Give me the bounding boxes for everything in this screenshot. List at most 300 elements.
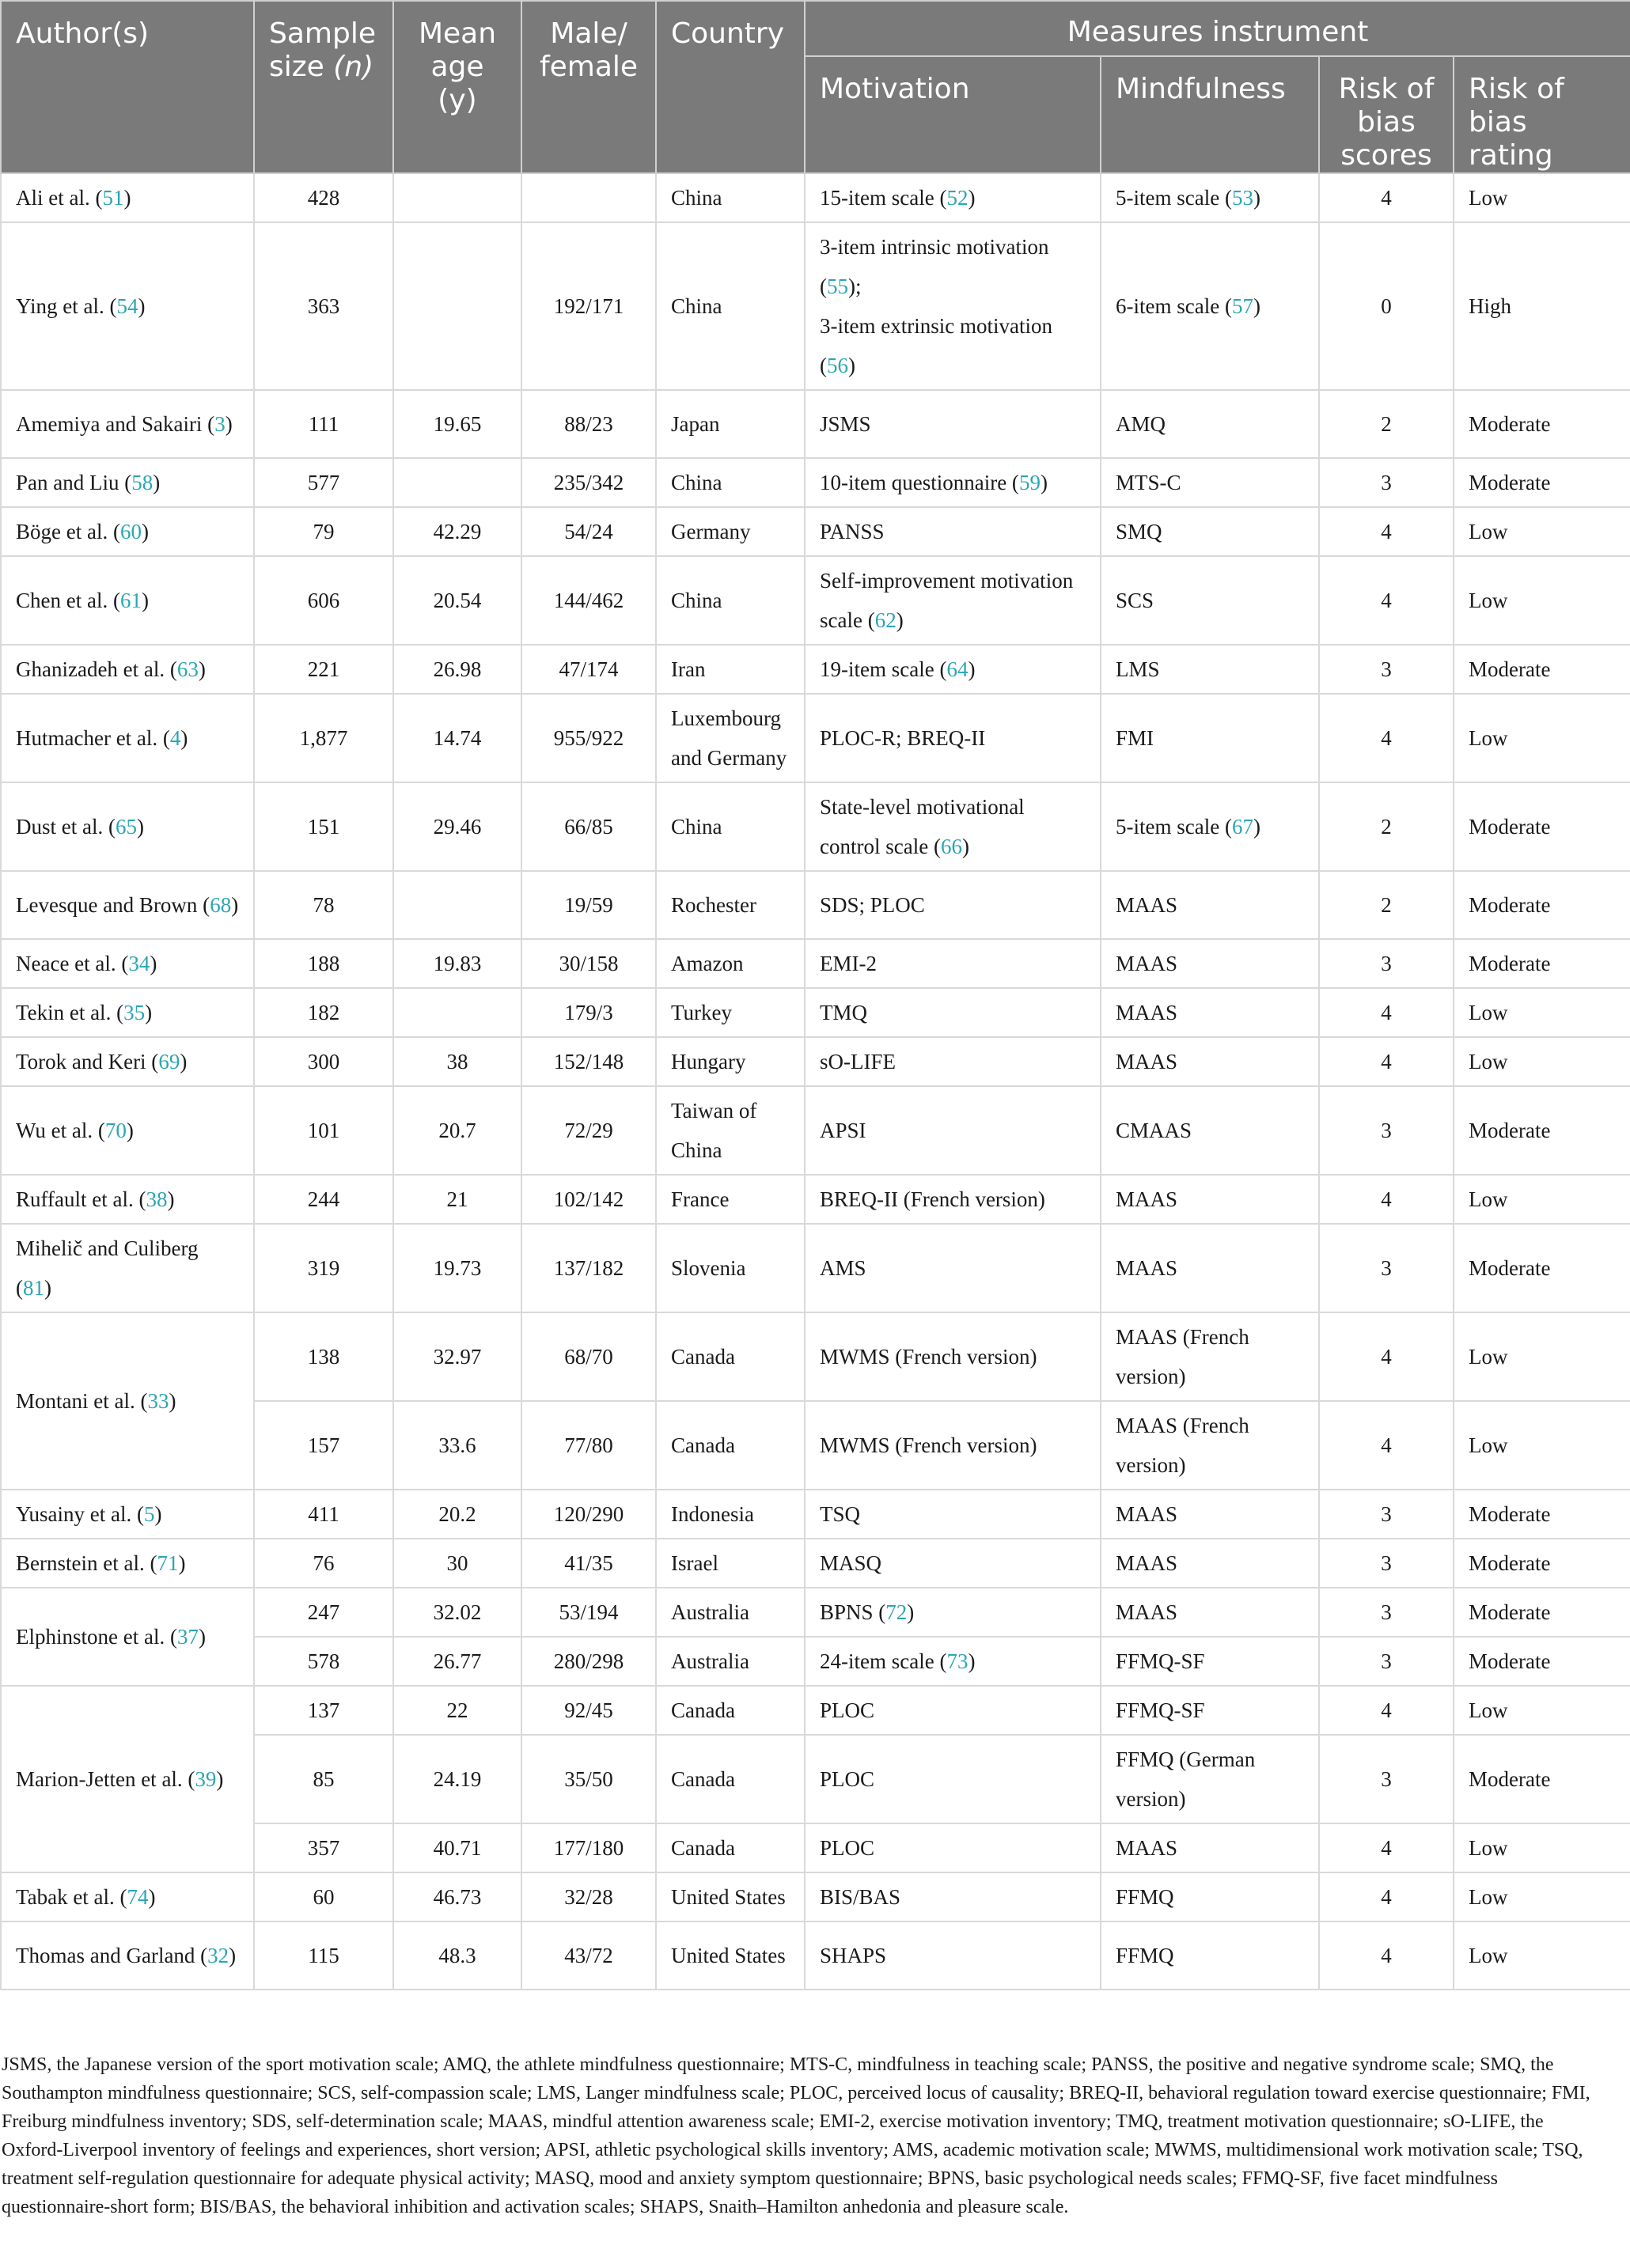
table-row bbox=[1, 1224, 1630, 1312]
table-row bbox=[1, 507, 1630, 556]
cell-mindfulness bbox=[1101, 390, 1319, 458]
author-ref-close: ) bbox=[153, 471, 161, 494]
motivation-text: 10-item questionnaire ( bbox=[820, 471, 1019, 494]
table-row bbox=[1, 782, 1630, 871]
header-mean-age: Mean age (y) bbox=[393, 1, 521, 173]
table-row bbox=[1, 1312, 1630, 1401]
cell-risk-rating: Moderate bbox=[1454, 1637, 1630, 1686]
motivation-text: 24-item scale ( bbox=[820, 1649, 947, 1673]
header-measures-instrument: Measures instrument bbox=[805, 1, 1630, 56]
cell-risk-score: 4 bbox=[1319, 1401, 1454, 1490]
author-ref-link[interactable]: 3 bbox=[214, 412, 226, 436]
motivation-text: PANSS bbox=[820, 520, 885, 543]
cell-author bbox=[1, 173, 254, 222]
author-ref-close: ) bbox=[229, 1944, 237, 1967]
table-row bbox=[1, 1588, 1630, 1637]
cell-author bbox=[1, 988, 254, 1037]
cell-country: Israel bbox=[656, 1539, 805, 1588]
cell-male-female: 77/80 bbox=[521, 1401, 656, 1490]
author-ref-link[interactable]: 38 bbox=[146, 1187, 168, 1211]
cell-country: United States bbox=[656, 1922, 805, 1990]
author-ref-close: ) bbox=[148, 1885, 156, 1909]
cell-mindfulness bbox=[1101, 1037, 1319, 1086]
author-name: Marion-Jetten et al. ( bbox=[16, 1767, 195, 1791]
author-name: Elphinstone et al. ( bbox=[16, 1625, 177, 1649]
mindfulness-text: MAAS (French version) bbox=[1116, 1325, 1249, 1388]
cell-country: China bbox=[656, 556, 805, 645]
author-ref-close: ) bbox=[145, 1001, 153, 1024]
mindfulness-ref-link[interactable]: 67 bbox=[1231, 815, 1253, 839]
cell-motivation bbox=[805, 390, 1101, 458]
cell-author bbox=[1, 1539, 254, 1588]
cell-risk-rating: Low bbox=[1454, 556, 1630, 645]
cell-country: Taiwan of China bbox=[656, 1086, 805, 1175]
cell-motivation bbox=[805, 871, 1101, 939]
table-row bbox=[1, 222, 1630, 390]
author-ref-close: ) bbox=[141, 520, 149, 543]
motivation-ref-link[interactable]: 73 bbox=[946, 1649, 969, 1673]
author-ref-close: ) bbox=[141, 589, 149, 612]
table-row bbox=[1, 458, 1630, 507]
author-ref-link[interactable]: 39 bbox=[195, 1767, 217, 1791]
cell-country: Australia bbox=[656, 1588, 805, 1637]
cell-author bbox=[1, 1686, 254, 1872]
mindfulness-text: AMQ bbox=[1116, 412, 1166, 436]
cell-motivation bbox=[805, 1175, 1101, 1224]
cell-mindfulness bbox=[1101, 1539, 1319, 1588]
cell-motivation bbox=[805, 988, 1101, 1037]
cell-motivation bbox=[805, 694, 1101, 782]
author-name: Yusainy et al. ( bbox=[16, 1502, 144, 1526]
cell-country: Indonesia bbox=[656, 1490, 805, 1539]
cell-male-female: 41/35 bbox=[521, 1539, 656, 1588]
motivation-text: TMQ bbox=[820, 1001, 867, 1024]
cell-author bbox=[1, 871, 254, 939]
cell-sample-size: 300 bbox=[254, 1037, 393, 1086]
table-row bbox=[1, 645, 1630, 694]
cell-motivation bbox=[805, 1735, 1101, 1823]
table-row bbox=[1, 988, 1630, 1037]
cell-risk-score: 3 bbox=[1319, 1539, 1454, 1588]
cell-mindfulness bbox=[1101, 645, 1319, 694]
author-ref-link[interactable]: 63 bbox=[176, 657, 199, 681]
cell-risk-rating: Moderate bbox=[1454, 1086, 1630, 1175]
cell-risk-rating: Moderate bbox=[1454, 1490, 1630, 1539]
author-ref-link[interactable]: 69 bbox=[158, 1050, 180, 1073]
cell-male-female: 53/194 bbox=[521, 1588, 656, 1637]
author-ref-close: ) bbox=[178, 1551, 186, 1575]
header-sample-size-n: (n) bbox=[333, 51, 374, 83]
cell-risk-rating: Moderate bbox=[1454, 939, 1630, 988]
author-name: Amemiya and Sakairi ( bbox=[16, 412, 215, 436]
author-ref-link[interactable]: 37 bbox=[176, 1625, 199, 1649]
motivation-text: MASQ bbox=[820, 1551, 882, 1575]
author-ref-close: ) bbox=[44, 1276, 51, 1300]
motivation-text: sO-LIFE bbox=[820, 1050, 896, 1073]
cell-mean-age: 48.3 bbox=[393, 1922, 521, 1990]
cell-male-female: 35/50 bbox=[521, 1735, 656, 1823]
mindfulness-text: MAAS bbox=[1116, 1256, 1178, 1280]
table-row bbox=[1, 1037, 1630, 1086]
author-ref-close: ) bbox=[180, 1050, 188, 1073]
cell-sample-size: 138 bbox=[254, 1312, 393, 1401]
cell-risk-score: 2 bbox=[1319, 871, 1454, 939]
cell-male-female: 144/462 bbox=[521, 556, 656, 645]
motivation-ref-close: ) bbox=[1040, 471, 1048, 494]
header-risk-rating: Risk of bias rating bbox=[1454, 56, 1630, 173]
cell-mindfulness bbox=[1101, 458, 1319, 507]
author-ref-link[interactable]: 61 bbox=[119, 589, 142, 612]
mindfulness-text: MAAS bbox=[1116, 952, 1178, 975]
mindfulness-text: SCS bbox=[1116, 589, 1154, 612]
cell-risk-score: 2 bbox=[1319, 390, 1454, 458]
mindfulness-text: CMAAS bbox=[1116, 1119, 1192, 1142]
author-name: Montani et al. ( bbox=[16, 1389, 148, 1413]
cell-male-female bbox=[521, 173, 656, 222]
motivation-text: APSI bbox=[820, 1119, 866, 1142]
author-ref-close: ) bbox=[138, 294, 146, 318]
table-row bbox=[1, 871, 1630, 939]
motivation-ref-link[interactable]: 52 bbox=[946, 186, 969, 210]
author-ref-link[interactable]: 68 bbox=[210, 893, 232, 917]
mindfulness-text: FFMQ (German version) bbox=[1116, 1747, 1256, 1811]
cell-risk-rating: Low bbox=[1454, 1872, 1630, 1922]
cell-mean-age bbox=[393, 173, 521, 222]
author-ref-close: ) bbox=[123, 186, 131, 210]
cell-mindfulness bbox=[1101, 1490, 1319, 1539]
motivation-ref-close: ) bbox=[907, 1600, 915, 1624]
motivation-ref-link[interactable]: 55 bbox=[827, 275, 848, 298]
cell-sample-size: 577 bbox=[254, 458, 393, 507]
cell-author bbox=[1, 694, 254, 782]
cell-mindfulness bbox=[1101, 1735, 1319, 1823]
author-ref-link[interactable]: 4 bbox=[169, 726, 181, 750]
cell-country: Iran bbox=[656, 645, 805, 694]
motivation-ref-link[interactable]: 64 bbox=[946, 657, 969, 681]
cell-mean-age: 22 bbox=[393, 1686, 521, 1735]
cell-risk-score: 2 bbox=[1319, 782, 1454, 871]
cell-male-female: 179/3 bbox=[521, 988, 656, 1037]
cell-risk-score: 3 bbox=[1319, 1086, 1454, 1175]
cell-author bbox=[1, 1086, 254, 1175]
cell-mean-age: 32.02 bbox=[393, 1588, 521, 1637]
mindfulness-text: MAAS bbox=[1116, 1551, 1178, 1575]
cell-mindfulness bbox=[1101, 1588, 1319, 1637]
cell-risk-rating: Low bbox=[1454, 988, 1630, 1037]
author-ref-link[interactable]: 81 bbox=[23, 1276, 44, 1300]
author-ref-link[interactable]: 5 bbox=[143, 1502, 155, 1526]
cell-mean-age: 14.74 bbox=[393, 694, 521, 782]
cell-author bbox=[1, 1588, 254, 1686]
table-row bbox=[1, 694, 1630, 782]
author-name: Ying et al. ( bbox=[16, 294, 117, 318]
cell-risk-score: 3 bbox=[1319, 1637, 1454, 1686]
cell-author bbox=[1, 1490, 254, 1539]
cell-mindfulness bbox=[1101, 1086, 1319, 1175]
cell-sample-size: 60 bbox=[254, 1872, 393, 1922]
header-sample-size bbox=[254, 1, 393, 173]
cell-author bbox=[1, 390, 254, 458]
motivation-text: Self-improvement motivation scale ( bbox=[820, 569, 1074, 632]
cell-risk-rating: Moderate bbox=[1454, 1588, 1630, 1637]
motivation-ref-link-2[interactable]: 56 bbox=[827, 354, 848, 377]
cell-author bbox=[1, 1872, 254, 1922]
cell-author bbox=[1, 939, 254, 988]
cell-sample-size: 606 bbox=[254, 556, 393, 645]
motivation-ref-close: ); bbox=[848, 275, 862, 298]
cell-sample-size: 221 bbox=[254, 645, 393, 694]
cell-risk-score: 3 bbox=[1319, 645, 1454, 694]
table-row bbox=[1, 1922, 1630, 1990]
cell-motivation bbox=[805, 173, 1101, 222]
author-ref-link[interactable]: 60 bbox=[119, 520, 142, 543]
table-row bbox=[1, 1086, 1630, 1175]
cell-risk-rating: Moderate bbox=[1454, 1224, 1630, 1312]
cell-risk-score: 4 bbox=[1319, 694, 1454, 782]
cell-male-female: 102/142 bbox=[521, 1175, 656, 1224]
motivation-text: AMS bbox=[820, 1256, 866, 1280]
motivation-ref-link[interactable]: 62 bbox=[874, 608, 896, 632]
cell-risk-rating: High bbox=[1454, 222, 1630, 390]
cell-motivation bbox=[805, 1637, 1101, 1686]
author-ref-link[interactable]: 70 bbox=[104, 1119, 127, 1142]
motivation-text: PLOC bbox=[820, 1836, 875, 1860]
cell-sample-size: 157 bbox=[254, 1401, 393, 1490]
cell-risk-rating: Low bbox=[1454, 1037, 1630, 1086]
cell-mindfulness bbox=[1101, 1637, 1319, 1686]
cell-mindfulness bbox=[1101, 1401, 1319, 1490]
cell-male-female: 68/70 bbox=[521, 1312, 656, 1401]
author-name: Torok and Keri ( bbox=[16, 1050, 159, 1073]
motivation-ref-close: ) bbox=[968, 657, 976, 681]
cell-sample-size: 79 bbox=[254, 507, 393, 556]
motivation-ref-link[interactable]: 72 bbox=[885, 1600, 908, 1624]
header-country: Country bbox=[656, 1, 805, 173]
cell-mindfulness bbox=[1101, 173, 1319, 222]
cell-sample-size: 578 bbox=[254, 1637, 393, 1686]
cell-sample-size: 363 bbox=[254, 222, 393, 390]
author-name: Dust et al. ( bbox=[16, 815, 116, 839]
cell-motivation bbox=[805, 1490, 1101, 1539]
mindfulness-text: FFMQ-SF bbox=[1116, 1698, 1205, 1722]
mindfulness-text: MAAS bbox=[1116, 1836, 1178, 1860]
cell-mindfulness bbox=[1101, 1823, 1319, 1872]
header-author: Author(s) bbox=[1, 1, 254, 173]
cell-risk-score: 4 bbox=[1319, 1823, 1454, 1872]
mindfulness-text: MAAS bbox=[1116, 1502, 1178, 1526]
author-ref-close: ) bbox=[154, 1502, 162, 1526]
cell-motivation bbox=[805, 1539, 1101, 1588]
cell-motivation bbox=[805, 1086, 1101, 1175]
cell-motivation bbox=[805, 222, 1101, 390]
table-row bbox=[1, 1175, 1630, 1224]
author-name: Thomas and Garland ( bbox=[16, 1944, 208, 1967]
header-male-female: Male/ female bbox=[521, 1, 656, 173]
mindfulness-ref-link[interactable]: 53 bbox=[1231, 186, 1253, 210]
cell-motivation bbox=[805, 645, 1101, 694]
motivation-ref-link[interactable]: 66 bbox=[940, 835, 962, 858]
mindfulness-text: MAAS bbox=[1116, 1187, 1178, 1211]
cell-risk-score: 4 bbox=[1319, 1872, 1454, 1922]
cell-male-female: 177/180 bbox=[521, 1823, 656, 1872]
cell-male-female: 54/24 bbox=[521, 507, 656, 556]
cell-sample-size: 428 bbox=[254, 173, 393, 222]
cell-country: China bbox=[656, 782, 805, 871]
author-name: Hutmacher et al. ( bbox=[16, 726, 170, 750]
author-ref-link[interactable]: 54 bbox=[116, 294, 138, 318]
header-row-top bbox=[1, 1, 1630, 56]
cell-risk-score: 4 bbox=[1319, 1037, 1454, 1086]
motivation-text: SHAPS bbox=[820, 1944, 887, 1967]
cell-mean-age: 42.29 bbox=[393, 507, 521, 556]
mindfulness-text: 5-item scale ( bbox=[1116, 186, 1232, 210]
motivation-text: PLOC bbox=[820, 1698, 875, 1722]
cell-motivation bbox=[805, 1224, 1101, 1312]
mindfulness-text: LMS bbox=[1116, 657, 1160, 681]
cell-risk-rating: Low bbox=[1454, 1312, 1630, 1401]
cell-mindfulness bbox=[1101, 1922, 1319, 1990]
motivation-ref-close: ) bbox=[968, 186, 976, 210]
mindfulness-ref-link[interactable]: 57 bbox=[1231, 294, 1253, 318]
cell-country: Hungary bbox=[656, 1037, 805, 1086]
cell-risk-rating: Low bbox=[1454, 1922, 1630, 1990]
header-risk-scores: Risk of bias scores bbox=[1319, 56, 1454, 173]
cell-male-female: 152/148 bbox=[521, 1037, 656, 1086]
cell-risk-rating: Low bbox=[1454, 1175, 1630, 1224]
author-ref-close: ) bbox=[167, 1187, 175, 1211]
author-name: Tabak et al. ( bbox=[16, 1885, 127, 1909]
cell-risk-score: 3 bbox=[1319, 1490, 1454, 1539]
motivation-text: State-level motivational control scale ( bbox=[820, 795, 1025, 858]
cell-author bbox=[1, 1224, 254, 1312]
author-name: Neace et al. ( bbox=[16, 952, 129, 975]
cell-mindfulness bbox=[1101, 507, 1319, 556]
table-row bbox=[1, 1872, 1630, 1922]
cell-country: Rochester bbox=[656, 871, 805, 939]
cell-risk-rating: Moderate bbox=[1454, 782, 1630, 871]
author-ref-link[interactable]: 58 bbox=[131, 471, 154, 494]
author-ref-link[interactable]: 65 bbox=[115, 815, 137, 839]
cell-country: Luxembourg and Germany bbox=[656, 694, 805, 782]
cell-motivation bbox=[805, 939, 1101, 988]
mindfulness-text: FMI bbox=[1116, 726, 1154, 750]
mindfulness-text: FFMQ bbox=[1116, 1944, 1174, 1967]
cell-male-female: 92/45 bbox=[521, 1686, 656, 1735]
cell-risk-rating: Moderate bbox=[1454, 1539, 1630, 1588]
author-ref-link[interactable]: 74 bbox=[127, 1885, 149, 1909]
cell-mean-age: 26.77 bbox=[393, 1637, 521, 1686]
cell-motivation bbox=[805, 1823, 1101, 1872]
cell-country: Germany bbox=[656, 507, 805, 556]
cell-male-female: 120/290 bbox=[521, 1490, 656, 1539]
cell-male-female: 30/158 bbox=[521, 939, 656, 988]
cell-risk-score: 3 bbox=[1319, 1735, 1454, 1823]
cell-country: France bbox=[656, 1175, 805, 1224]
cell-country: Canada bbox=[656, 1823, 805, 1872]
cell-mean-age: 40.71 bbox=[393, 1823, 521, 1872]
motivation-text: BIS/BAS bbox=[820, 1885, 901, 1909]
author-ref-close: ) bbox=[150, 952, 157, 975]
motivation-text: TSQ bbox=[820, 1502, 861, 1526]
cell-risk-score: 4 bbox=[1319, 988, 1454, 1037]
author-ref-link[interactable]: 71 bbox=[157, 1551, 179, 1575]
cell-sample-size: 319 bbox=[254, 1224, 393, 1312]
author-ref-link[interactable]: 34 bbox=[128, 952, 150, 975]
cell-mean-age: 26.98 bbox=[393, 645, 521, 694]
cell-motivation bbox=[805, 1588, 1101, 1637]
cell-mindfulness bbox=[1101, 939, 1319, 988]
cell-risk-score: 4 bbox=[1319, 556, 1454, 645]
motivation-text: SDS; PLOC bbox=[820, 893, 925, 917]
cell-risk-rating: Low bbox=[1454, 1401, 1630, 1490]
cell-male-female: 192/171 bbox=[521, 222, 656, 390]
cell-mindfulness bbox=[1101, 1175, 1319, 1224]
mindfulness-ref-close: ) bbox=[1253, 294, 1260, 318]
cell-risk-score: 4 bbox=[1319, 1312, 1454, 1401]
mindfulness-text: MAAS bbox=[1116, 1050, 1178, 1073]
author-ref-link[interactable]: 33 bbox=[147, 1389, 169, 1413]
cell-male-female: 43/72 bbox=[521, 1922, 656, 1990]
cell-motivation bbox=[805, 1401, 1101, 1490]
cell-risk-score: 3 bbox=[1319, 1588, 1454, 1637]
motivation-text: EMI-2 bbox=[820, 952, 877, 975]
motivation-ref-link[interactable]: 59 bbox=[1018, 471, 1041, 494]
cell-mean-age: 20.2 bbox=[393, 1490, 521, 1539]
mindfulness-text: SMQ bbox=[1116, 520, 1162, 543]
table-row bbox=[1, 939, 1630, 988]
cell-mean-age: 33.6 bbox=[393, 1401, 521, 1490]
author-name: Ghanizadeh et al. ( bbox=[16, 657, 177, 681]
cell-country: Turkey bbox=[656, 988, 805, 1037]
cell-risk-rating: Low bbox=[1454, 1686, 1630, 1735]
cell-mean-age bbox=[393, 871, 521, 939]
author-name: Böge et al. ( bbox=[16, 520, 120, 543]
author-ref-link[interactable]: 32 bbox=[207, 1944, 229, 1967]
header-sample-size-label: Sample size bbox=[269, 17, 376, 83]
cell-male-female: 72/29 bbox=[521, 1086, 656, 1175]
author-ref-link[interactable]: 35 bbox=[123, 1001, 146, 1024]
mindfulness-text: 5-item scale ( bbox=[1116, 815, 1232, 839]
cell-sample-size: 85 bbox=[254, 1735, 393, 1823]
author-ref-link[interactable]: 51 bbox=[102, 186, 124, 210]
cell-motivation bbox=[805, 782, 1101, 871]
mindfulness-ref-close: ) bbox=[1253, 815, 1260, 839]
cell-country: Canada bbox=[656, 1401, 805, 1490]
cell-mindfulness bbox=[1101, 871, 1319, 939]
cell-motivation bbox=[805, 507, 1101, 556]
cell-sample-size: 182 bbox=[254, 988, 393, 1037]
author-name: Bernstein et al. ( bbox=[16, 1551, 157, 1575]
author-ref-close: ) bbox=[225, 412, 233, 436]
cell-mean-age: 20.7 bbox=[393, 1086, 521, 1175]
cell-country: China bbox=[656, 458, 805, 507]
cell-country: United States bbox=[656, 1872, 805, 1922]
cell-motivation bbox=[805, 458, 1101, 507]
author-ref-close: ) bbox=[198, 1625, 206, 1649]
author-ref-close: ) bbox=[216, 1767, 224, 1791]
cell-country: China bbox=[656, 173, 805, 222]
cell-mean-age: 24.19 bbox=[393, 1735, 521, 1823]
cell-sample-size: 111 bbox=[254, 390, 393, 458]
cell-male-female: 32/28 bbox=[521, 1872, 656, 1922]
cell-mindfulness bbox=[1101, 1312, 1319, 1401]
mindfulness-text: MAAS bbox=[1116, 1001, 1178, 1024]
motivation-ref-close: ) bbox=[961, 835, 969, 858]
mindfulness-text: 6-item scale ( bbox=[1116, 294, 1232, 318]
cell-risk-score: 3 bbox=[1319, 458, 1454, 507]
cell-motivation bbox=[805, 1312, 1101, 1401]
cell-country: Japan bbox=[656, 390, 805, 458]
